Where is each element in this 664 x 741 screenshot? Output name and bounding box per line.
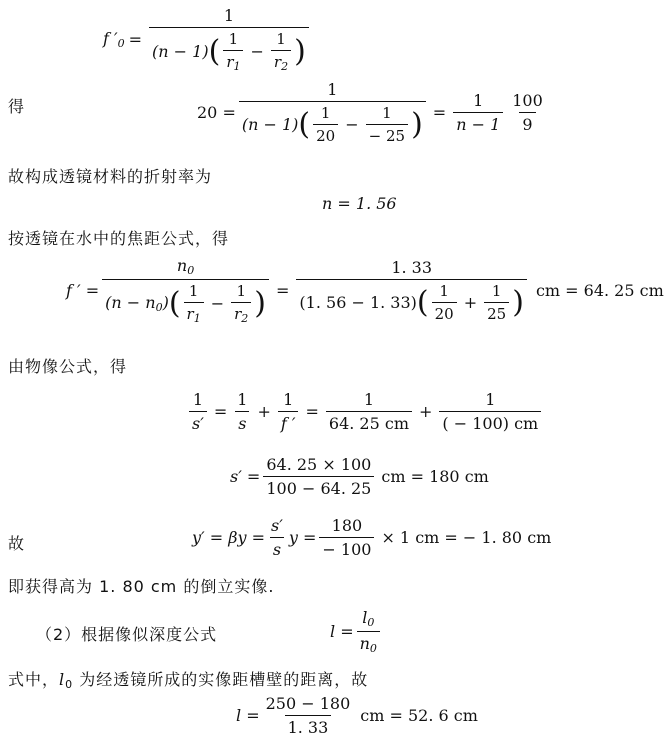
text-object-image-formula: 由物像公式，得: [8, 357, 128, 376]
text-refractive-index: 故构成透镜材料的折射率为: [8, 167, 213, 186]
text-inverted-image: 即获得高为 1. 80 cm 的倒立实像.: [8, 577, 275, 596]
equation-image-distance: s′ = $\frac{64. 25 \times 100}{100 - 64. 25}$ cm = 180 cm: [230, 455, 489, 498]
f-prime-zero: f $'_0$: [103, 29, 125, 50]
label-de: 得: [8, 97, 26, 116]
equation-focal-length-air: f $'_0$ = 1 (n − 1) ( $\frac{1}{r_1}$ − $\frac{1}{r_2}$ ): [103, 6, 312, 73]
fraction: 1 (n − 1) ( $\frac{1}{r_1}$ − $\frac{1}{r_2}$ ): [149, 6, 309, 73]
equation-lens-formula: $\frac{1}{s'}$ = $\frac{1}{s}$ + $\frac{1}{f '}$ = $\frac{1}{64. 25 cm}$ + $\frac{1}{( - 100) cm}$: [186, 390, 544, 433]
text-water-focal-formula: 按透镜在水中的焦距公式，得: [8, 229, 230, 248]
equation-apparent-depth: l = $\frac{l_0}{n_0}$: [330, 608, 383, 655]
equation-final-depth: l = $\frac{250 - 180}{1. 33}$ cm = 52. 6 cm: [236, 694, 478, 737]
text-apparent-depth: （2）根据像似深度公式: [36, 625, 218, 644]
equation-magnification: y′ = βy = $\frac{s'}{s}$ y = $\frac{180}{- 100}$ × 1 cm = − 1. 80 cm: [192, 516, 552, 559]
equation-focal-length-water: f ′ = $n_0$ $(n - n_0)$ ( $\frac{1}{r_1}$ − $\frac{1}{r_2}$ ) = 1. 33 (1. 56 − 1. 33) ( $\frac{1}{20}$ + $\frac{1}{25}$ ) cm = 64. 25 cm: [66, 256, 664, 325]
equation-solve-n: 20 = 1 (n − 1) ( $\frac{1}{20}$ − $\frac{1}{- 25}$ ) = $\frac{1}{n - 1}$ $\frac{100}{9}$: [197, 80, 543, 145]
text-image-distance-explain: 式中，$l_0$ 为经透镜所成的实像距槽壁的距离，故: [8, 670, 369, 691]
equation-n-value: n = 1. 56: [322, 194, 397, 213]
label-gu: 故: [8, 534, 26, 553]
